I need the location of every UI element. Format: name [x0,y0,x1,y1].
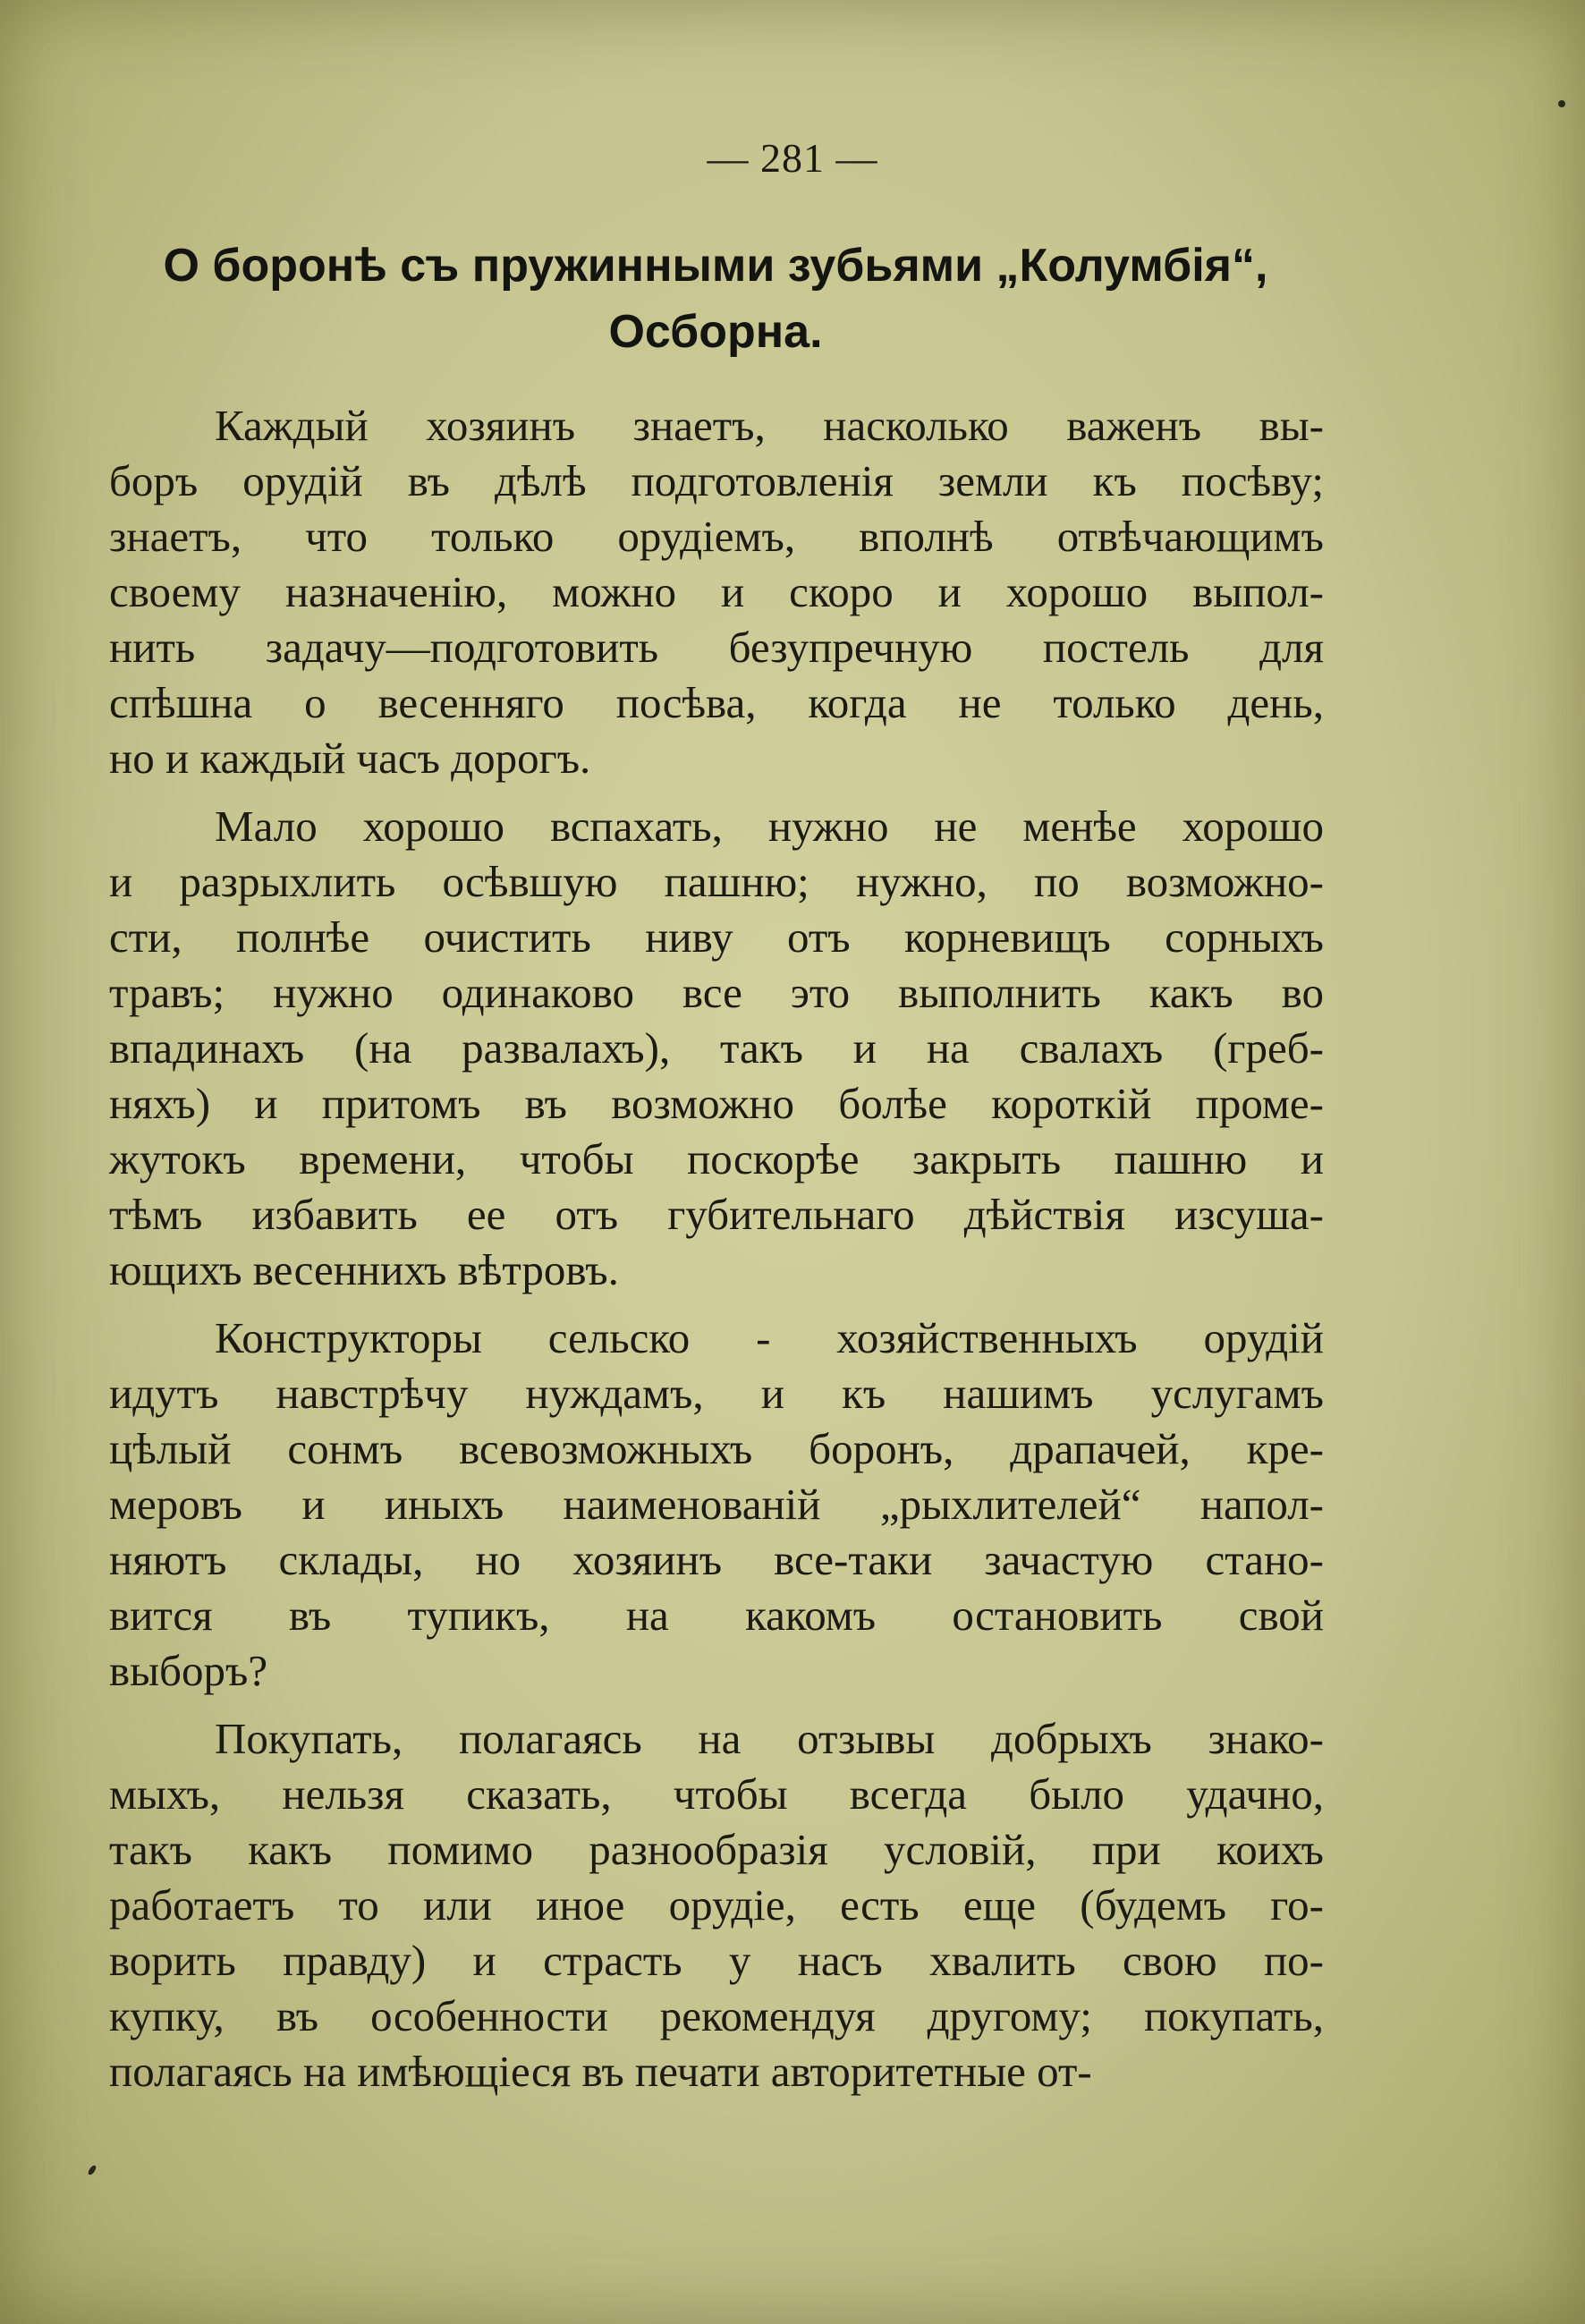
paragraph-3 [109,1310,1324,1699]
text-line: ющихъ весеннихъ вѣтровъ. [109,1245,619,1294]
text-line: но и каждый часъ дорогъ. [109,734,591,783]
text-line: жутокъ времени, чтобы поскорѣе закрыть пашню и [109,1134,1324,1183]
text-line: знаетъ, что только орудіемъ, вполнѣ отвѣчающимъ [109,512,1324,561]
text-line: идутъ навстрѣчу нуждамъ, и къ нашимъ услугамъ [109,1369,1324,1418]
text-line: травъ; нужно одинаково все это выполнить какъ во [109,968,1324,1017]
text-line: тѣмъ избавить ее отъ губительнаго дѣйствія изсуша- [109,1190,1324,1239]
text-line: няютъ склады, но хозяинъ все-таки зачастую стано- [109,1535,1324,1584]
text-line: полагаясь на имѣющіеся въ печати авторитетные от- [109,2047,1092,2096]
text-line: работаетъ то или иное орудіе, есть еще (будемъ го- [109,1880,1324,1930]
paragraph-4 [109,1711,1324,2099]
text-line: боръ орудій въ дѣлѣ подготовленія земли къ посѣву; [109,456,1324,505]
body-text [109,398,1324,2112]
ink-speck [87,2164,97,2176]
text-line: цѣлый сонмъ всевозможныхъ боронъ, драпачей, кре- [109,1424,1324,1473]
text-line: няхъ) и притомъ въ возможно болѣе короткій проме- [109,1079,1324,1128]
text-line: и разрыхлить осѣвшую пашню; нужно, по возможно- [109,857,1324,906]
text-line: впадинахъ (на развалахъ), такъ и на свалахъ (греб- [109,1023,1324,1073]
text-line: такъ какъ помимо разнообразія условій, при коихъ [109,1825,1324,1874]
text-line: спѣшна о весенняго посѣва, когда не только день, [109,678,1324,727]
text-line: Мало хорошо вспахать, нужно не менѣе хорошо [215,802,1324,851]
article-heading [134,233,1297,365]
heading-line-2: Осборна. [608,306,823,358]
text-line: ворить правду) и страсть у насъ хвалить свою по- [109,1936,1324,1985]
paragraph-1 [109,398,1324,786]
text-line: меровъ и иныхъ наименованій „рыхлителей“ напол- [109,1480,1324,1529]
text-line: мыхъ, нельзя сказать, чтобы всегда было удачно, [109,1769,1324,1819]
text-line: купку, въ особенности рекомендуя другому; покупать, [109,1991,1324,2040]
ink-speck [1558,100,1565,107]
page-number: — 281 — [707,135,878,181]
heading-line-1: О боронѣ съ пружинными зубьями „Колумбія“, [163,240,1268,292]
text-line: выборъ? [109,1646,268,1695]
text-line: Конструкторы сельско - хозяйственныхъ орудій [215,1313,1324,1362]
text-line: нить задачу—подготовить безупречную постель для [109,623,1324,672]
text-line: сти, полнѣе очистить ниву отъ корневищъ сорныхъ [109,912,1324,962]
text-line: Покупать, полагаясь на отзывы добрыхъ знако- [215,1714,1324,1763]
text-line: Каждый хозяинъ знаетъ, насколько важенъ вы- [215,401,1324,450]
text-line: своему назначенію, можно и скоро и хорошо выпол- [109,567,1324,616]
text-line: вится въ тупикъ, на какомъ остановить свой [109,1590,1324,1640]
paragraph-2 [109,799,1324,1298]
